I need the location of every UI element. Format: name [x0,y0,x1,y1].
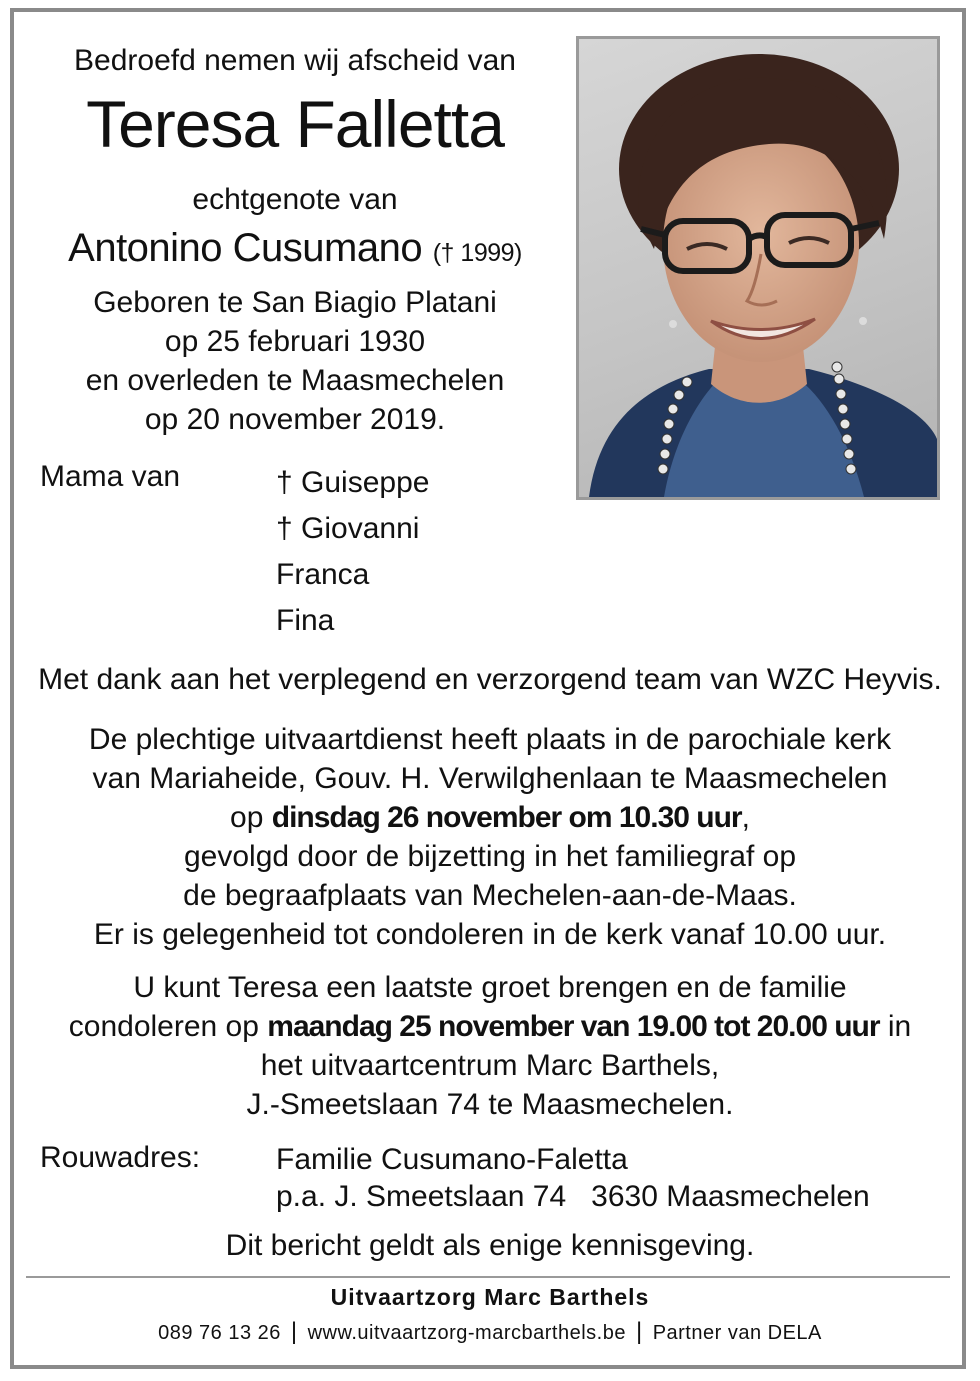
deceased-name: Teresa Falletta [86,87,504,161]
notice-text: Dit bericht geldt als enige kennisgeving. [225,1229,755,1262]
website-link[interactable]: www.uitvaartzorg-marcbarthels.be [307,1322,626,1344]
spouse-note: († 1999) [432,239,522,267]
service-suffix: , [741,801,750,834]
visitation-datetime: maandag 25 november van 19.00 tot 20.00 uur [267,1010,880,1043]
service-line: Er is gelegenheid tot condoleren in de kerk vanaf 10.00 uur. [93,918,887,951]
service-line: De plechtige uitvaartdienst heeft plaats in de parochiale kerk [88,723,892,756]
contact-line [20,1318,960,1346]
spouse-name: Antonino Cusumano [68,226,423,270]
children-label: Mama van [40,460,181,493]
mourning-address [276,1141,870,1215]
address-line: p.a. J. Smeetslaan 74 3630 Maasmechelen [276,1180,870,1213]
intro-text: Bedroefd nemen wij afscheid van [74,44,516,77]
service-datetime: dinsdag 26 november om 10.30 uur [271,801,742,834]
service-line: van Mariaheide, Gouv. H. Verwilghenlaan te Maasmechelen [92,762,888,795]
service-info [20,720,960,954]
birth-date: op 25 februari 1930 [164,325,426,358]
phone-number: 089 76 13 26 [158,1322,281,1344]
separator: | [290,1318,298,1345]
portrait-photo [576,36,940,500]
birth-line: Geboren te San Biagio Platani [93,286,497,319]
footer-divider [26,1276,950,1278]
birth-death-info [40,283,550,439]
spouse-line [30,226,560,271]
service-datetime-line [20,798,960,837]
spouse-intro: echtgenote van [192,183,398,216]
separator: | [635,1318,643,1345]
service-prefix: op [230,801,272,834]
child-name: Fina [276,604,335,637]
undertaker-name: Uitvaartzorg Marc Barthels [330,1284,650,1310]
thanks-text: Met dank aan het verplegend en verzorgend team van WZC Heyvis. [38,663,942,696]
visitation-line: het uitvaartcentrum Marc Barthels, [260,1049,720,1082]
address-line: Familie Cusumano-Faletta [276,1143,628,1176]
visitation-suffix: in [879,1010,912,1043]
visitation-line: J.-Smeetslaan 74 te Maasmechelen. [246,1088,734,1121]
visitation-info [20,968,960,1124]
partner-text: Partner van DELA [652,1322,822,1344]
death-date: op 20 november 2019. [144,403,446,436]
child-name: Franca [276,558,370,591]
visitation-prefix: condoleren op [68,1010,268,1043]
visitation-line: U kunt Teresa een laatste groet brengen en de familie [133,971,847,1004]
children-list [276,460,429,644]
portrait-illustration [579,39,937,497]
service-line: de begraafplaats van Mechelen-aan-de-Maas. [183,879,797,912]
child-name: † Guiseppe [276,466,430,499]
death-place: en overleden te Maasmechelen [85,364,505,397]
service-line: gevolgd door de bijzetting in het familiegraf op [183,840,797,873]
child-name: † Giovanni [276,512,420,545]
visitation-datetime-line [20,1007,960,1046]
address-label: Rouwadres: [40,1141,201,1174]
